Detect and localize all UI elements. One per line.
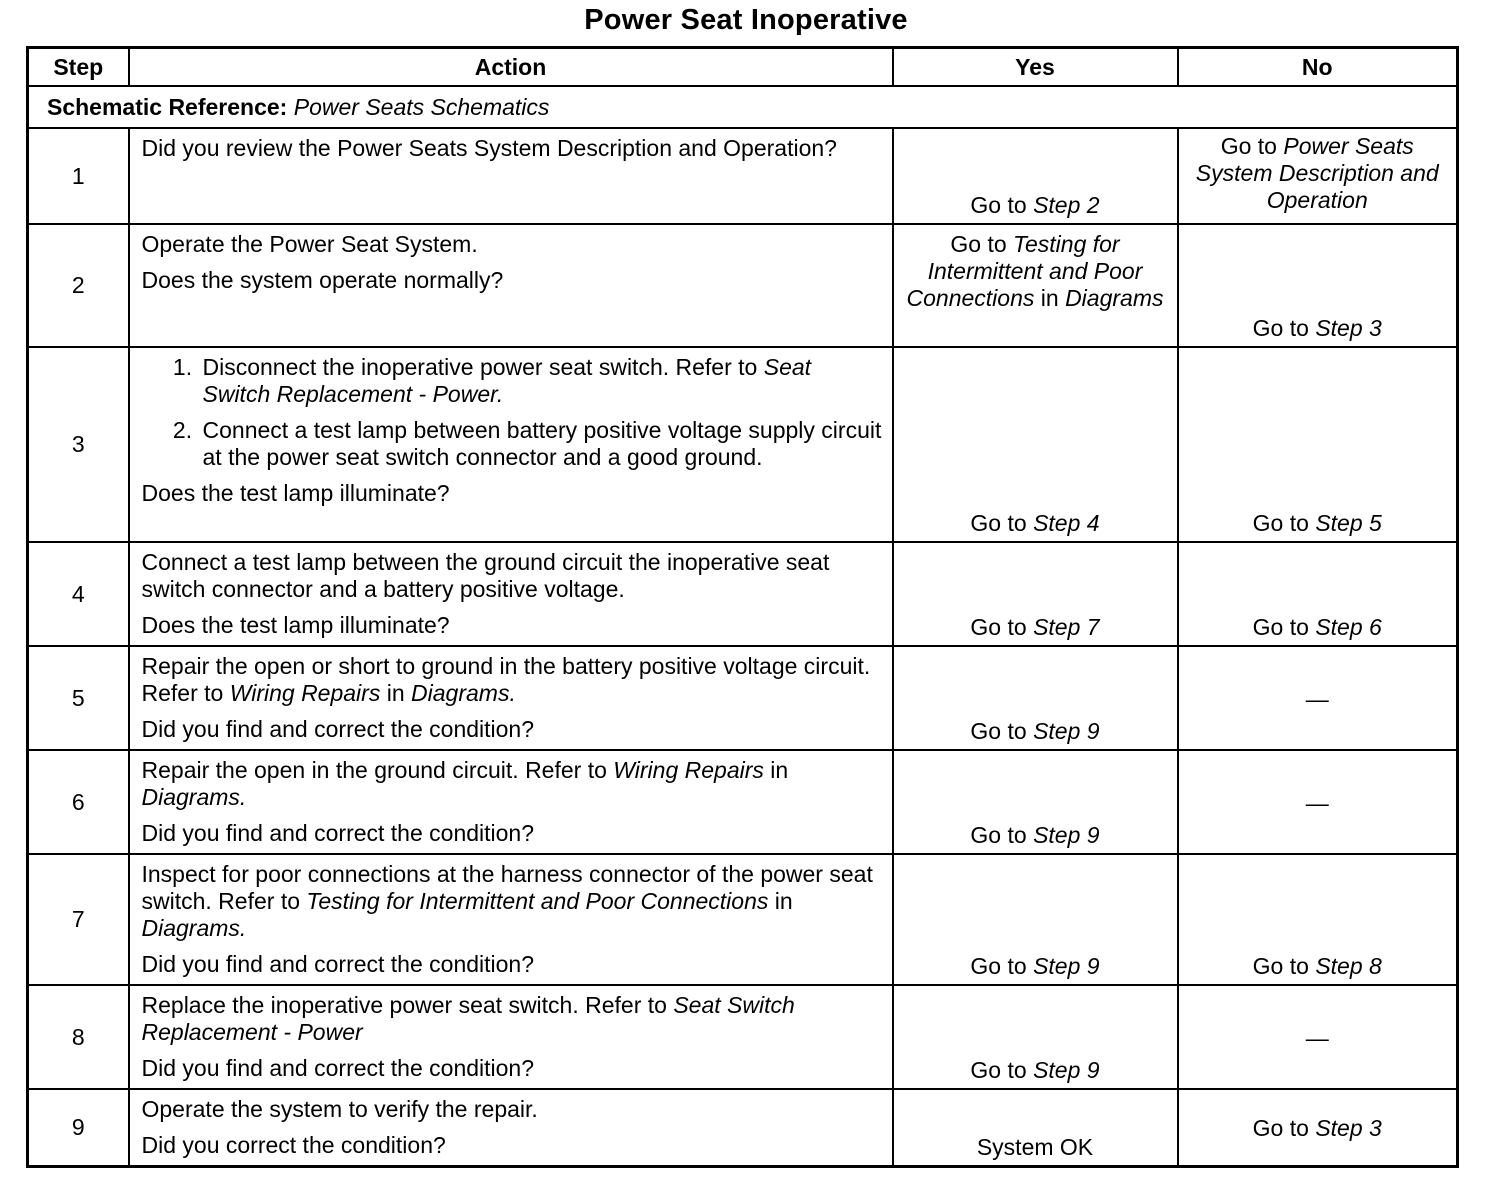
schematic-reference-label: Schematic Reference: [47, 93, 288, 120]
no-cell [1178, 750, 1458, 854]
action-text: Operate the Power Seat System. [141, 231, 478, 257]
step-number: 8 [28, 985, 129, 1089]
action-cell [129, 646, 893, 750]
table-row [28, 347, 1458, 542]
action-link[interactable]: Testing for Intermittent and Poor Connections [306, 888, 769, 914]
action-prefix: Repair the open or short to ground in the battery positive voltage circuit. Refer to [141, 653, 871, 706]
step-number: 9 [28, 1089, 129, 1167]
step-number: 5 [28, 646, 129, 750]
list-item [199, 354, 882, 408]
go-to-label: Go to [970, 1057, 1027, 1083]
schematic-reference-link[interactable]: Power Seats Schematics [293, 93, 550, 120]
action-text [142, 861, 882, 942]
yes-cell [893, 347, 1178, 542]
go-to-label: Go to [1252, 614, 1309, 640]
no-cell [1178, 1089, 1458, 1167]
action-text: Connect a test lamp between the ground circuit the inoperative seat switch connector and a battery positive voltage. [141, 549, 830, 602]
yes-cell [893, 128, 1178, 224]
yes-link[interactable]: Step 2 [1033, 192, 1100, 218]
table-row [28, 128, 1458, 224]
table-row [28, 985, 1458, 1089]
no-link[interactable]: Step 8 [1315, 953, 1382, 979]
yes-link[interactable]: Step 4 [1033, 510, 1100, 536]
action-text [142, 757, 882, 811]
yes-result: System OK [976, 1134, 1094, 1160]
list-item [199, 417, 882, 471]
action-cell [129, 128, 893, 224]
no-cell [1178, 128, 1458, 224]
action-question: Does the test lamp illuminate? [141, 612, 450, 638]
go-to-label: Go to [970, 510, 1027, 536]
dash: — [1305, 1024, 1329, 1051]
substep-text: Connect a test lamp between battery positive voltage supply circuit at the power seat switch connector and a good ground. [202, 417, 882, 470]
action-text: Operate the system to verify the repair. [141, 1096, 538, 1122]
step-number: 7 [28, 854, 129, 985]
substep-link[interactable]: Seat Switch Replacement - Power. [202, 354, 812, 407]
yes-cell [893, 1089, 1178, 1167]
in-label: in [1040, 285, 1059, 311]
action-cell [129, 542, 893, 646]
action-link[interactable]: Wiring Repairs [229, 680, 381, 706]
dash: — [1305, 789, 1329, 816]
no-link[interactable]: Step 5 [1315, 510, 1382, 536]
action-link[interactable]: Wiring Repairs [613, 757, 764, 783]
action-cell [129, 224, 893, 347]
action-link[interactable]: Seat Switch Replacement - Power [141, 992, 795, 1045]
action-cell [129, 750, 893, 854]
yes-cell [893, 985, 1178, 1089]
table-row [28, 542, 1458, 646]
dash: — [1305, 685, 1329, 712]
action-question: Does the system operate normally? [141, 267, 504, 293]
yes-doc-link[interactable]: Diagrams [1065, 285, 1164, 311]
go-to-label: Go to [1252, 510, 1309, 536]
table-row [28, 224, 1458, 347]
table-row [28, 646, 1458, 750]
no-link[interactable]: Step 3 [1315, 1115, 1382, 1141]
header-no: No [1178, 48, 1458, 87]
yes-cell [893, 750, 1178, 854]
action-question: Did you find and correct the condition? [141, 1055, 535, 1081]
schematic-reference-row [28, 86, 1458, 128]
go-to-label: Go to [970, 822, 1027, 848]
substep-list [142, 354, 882, 471]
action-question: Did you find and correct the condition? [141, 716, 535, 742]
go-to-label: Go to [970, 718, 1027, 744]
action-prefix: Replace the inoperative power seat switch. Refer to [141, 992, 667, 1018]
action-cell [129, 347, 893, 542]
go-to-label: Go to [970, 953, 1027, 979]
step-number: 3 [28, 347, 129, 542]
action-text [142, 653, 882, 707]
yes-cell [893, 646, 1178, 750]
step-number: 2 [28, 224, 129, 347]
action-text [142, 992, 882, 1046]
substep-text: Disconnect the inoperative power seat switch. Refer to [202, 354, 758, 380]
action-question: Did you correct the condition? [141, 1132, 446, 1158]
yes-link[interactable]: Testing for Intermittent and Poor Connections [906, 231, 1143, 311]
action-question: Did you find and correct the condition? [141, 820, 535, 846]
yes-cell [893, 224, 1178, 347]
action-text: Did you review the Power Seats System Description and Operation? [141, 135, 837, 161]
step-number: 1 [28, 128, 129, 224]
go-to-label: Go to [1252, 315, 1309, 341]
no-cell [1178, 646, 1458, 750]
page-title: Power Seat Inoperative [584, 4, 908, 36]
header-action: Action [129, 48, 893, 87]
action-prefix: Repair the open in the ground circuit. Refer to [141, 757, 607, 783]
yes-cell [893, 854, 1178, 985]
yes-link[interactable]: Step 9 [1033, 953, 1100, 979]
yes-cell [893, 542, 1178, 646]
action-cell [129, 854, 893, 985]
go-to-label: Go to [970, 192, 1027, 218]
no-cell [1178, 854, 1458, 985]
action-cell [129, 1089, 893, 1167]
yes-link[interactable]: Step 7 [1033, 614, 1100, 640]
header-step: Step [28, 48, 129, 87]
diagnostic-table [26, 46, 1459, 1168]
no-cell [1178, 347, 1458, 542]
no-link[interactable]: Step 3 [1315, 315, 1382, 341]
yes-link[interactable]: Step 9 [1033, 822, 1100, 848]
go-to-label: Go to [950, 231, 1007, 257]
table-row [28, 1089, 1458, 1167]
action-prefix: Inspect for poor connections at the harness connector of the power seat switch. Refer to [141, 861, 873, 914]
step-number: 4 [28, 542, 129, 646]
action-cell [129, 985, 893, 1089]
yes-link[interactable]: Step 9 [1033, 718, 1100, 744]
header-yes: Yes [893, 48, 1178, 87]
no-link[interactable]: Power Seats System Description and Operation [1195, 133, 1439, 213]
table-row [28, 854, 1458, 985]
table-row [28, 750, 1458, 854]
yes-link[interactable]: Step 9 [1033, 1057, 1100, 1083]
in-label: in [774, 888, 793, 914]
go-to-label: Go to [1252, 953, 1309, 979]
action-doc-link[interactable]: Diagrams. [141, 784, 247, 810]
action-question: Does the test lamp illuminate? [141, 480, 450, 506]
go-to-label: Go to [1252, 1115, 1309, 1141]
no-cell [1178, 542, 1458, 646]
schematic-reference [28, 86, 1458, 128]
no-cell [1178, 985, 1458, 1089]
header-row [28, 48, 1458, 87]
no-link[interactable]: Step 6 [1315, 614, 1382, 640]
action-doc-link[interactable]: Diagrams. [411, 680, 516, 706]
action-doc-link[interactable]: Diagrams. [141, 915, 247, 941]
no-cell [1178, 224, 1458, 347]
go-to-label: Go to [1220, 133, 1277, 159]
action-question: Did you find and correct the condition? [141, 951, 535, 977]
in-label: in [386, 680, 405, 706]
in-label: in [770, 757, 789, 783]
step-number: 6 [28, 750, 129, 854]
go-to-label: Go to [970, 614, 1027, 640]
